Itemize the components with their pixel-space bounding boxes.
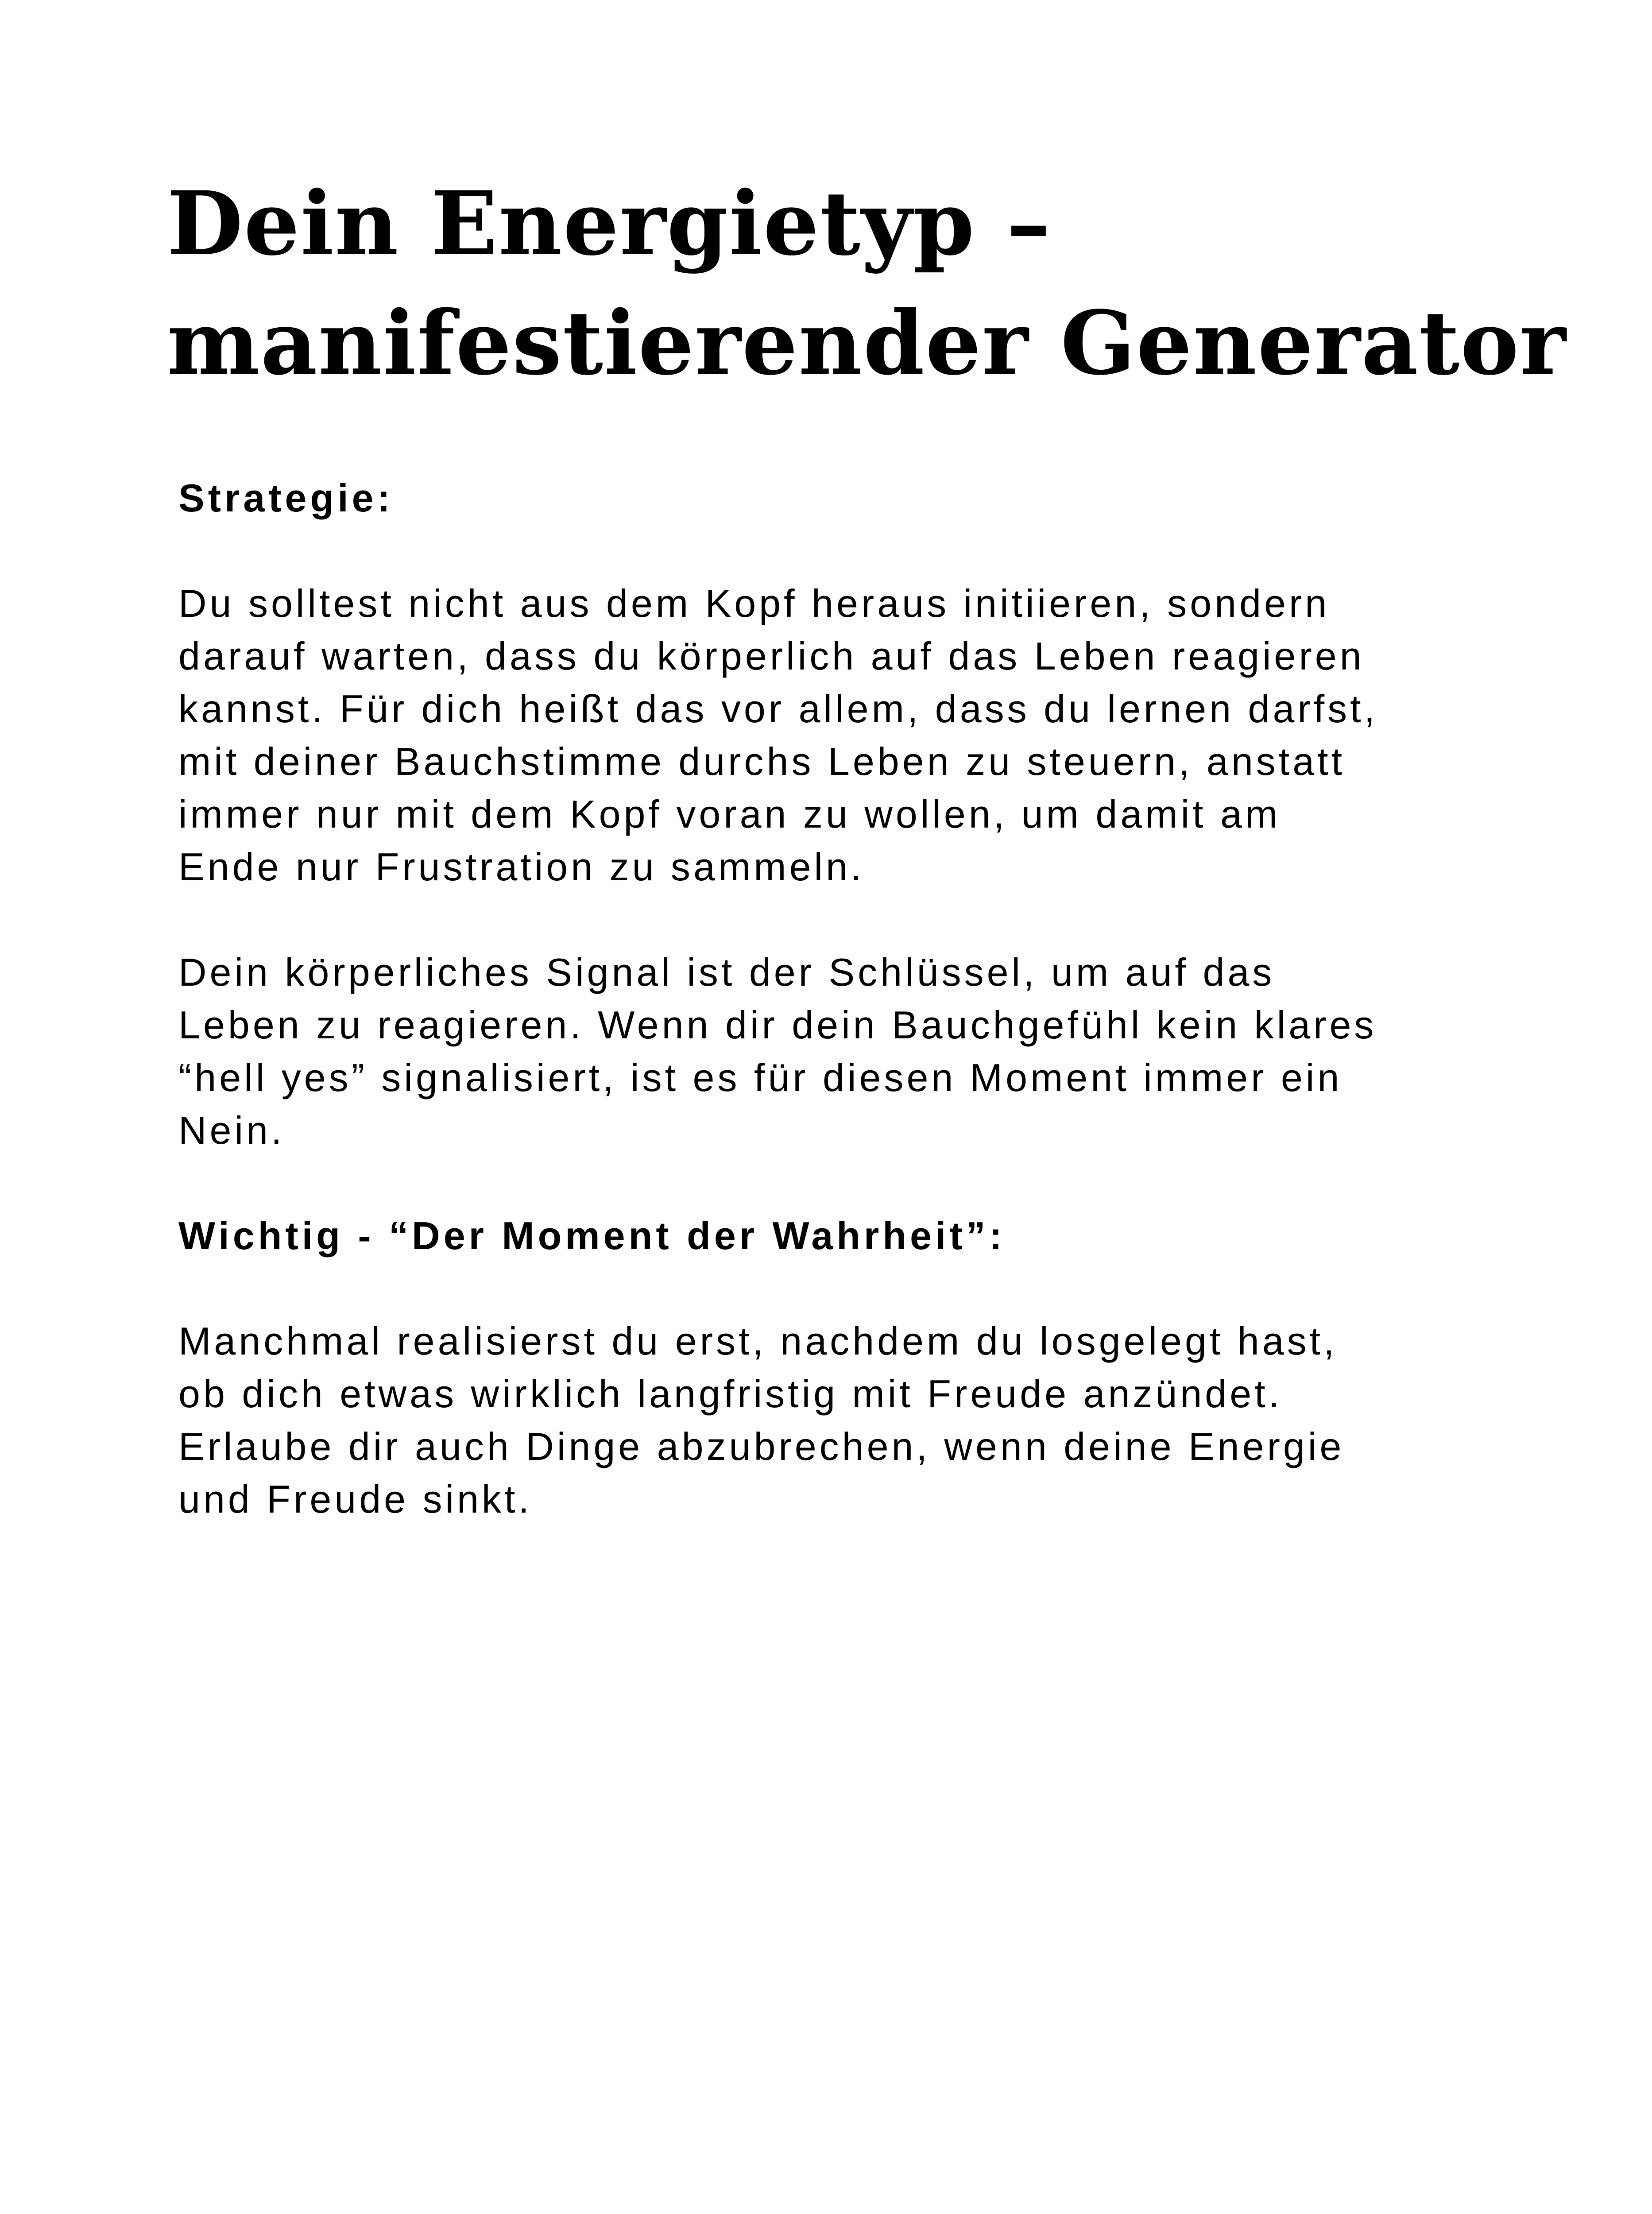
text-line: mit deiner Bauchstimme durchs Leben zu steuern, anstatt — [178, 739, 1346, 783]
text-line: ob dich etwas wirklich langfristig mit Freude anzündet. — [178, 1372, 1283, 1416]
text-line: Dein körperliches Signal ist der Schlüssel, um auf das — [178, 950, 1275, 994]
text-line: “hell yes” signalisiert, ist es für diesen Moment immer ein — [178, 1056, 1342, 1099]
text-line: Ende nur Frustration zu sammeln. — [178, 845, 865, 889]
content-body — [178, 472, 1507, 1578]
important-heading: Wichtig - “Der Moment der Wahrheit”: — [178, 1214, 1006, 1258]
text-line: kannst. Für dich heißt das vor allem, dass du lernen darfst, — [178, 687, 1378, 731]
strategy-paragraph — [178, 577, 1507, 893]
title-line-2: manifestierender Generator — [167, 291, 1567, 395]
text-line: Nein. — [178, 1108, 285, 1152]
text-line: darauf warten, dass du körperlich auf das Leben reagieren — [178, 634, 1365, 678]
text-line: Erlaube dir auch Dinge abzubrechen, wenn deine Energie — [178, 1424, 1345, 1468]
page-title — [167, 164, 1567, 403]
title-line-1: Dein Energietyp – — [167, 172, 1052, 275]
strategy-heading: Strategie: — [178, 476, 394, 520]
text-line: Du solltest nicht aus dem Kopf heraus initiieren, sondern — [178, 581, 1330, 625]
truth-paragraph — [178, 1315, 1507, 1525]
signal-paragraph — [178, 946, 1507, 1157]
text-line: Leben zu reagieren. Wenn dir dein Bauchgefühl kein klares — [178, 1003, 1377, 1047]
text-line: immer nur mit dem Kopf voran zu wollen, um damit am — [178, 792, 1281, 836]
text-line: Manchmal realisierst du erst, nachdem du losgelegt hast, — [178, 1319, 1338, 1363]
text-line: und Freude sinkt. — [178, 1477, 532, 1521]
